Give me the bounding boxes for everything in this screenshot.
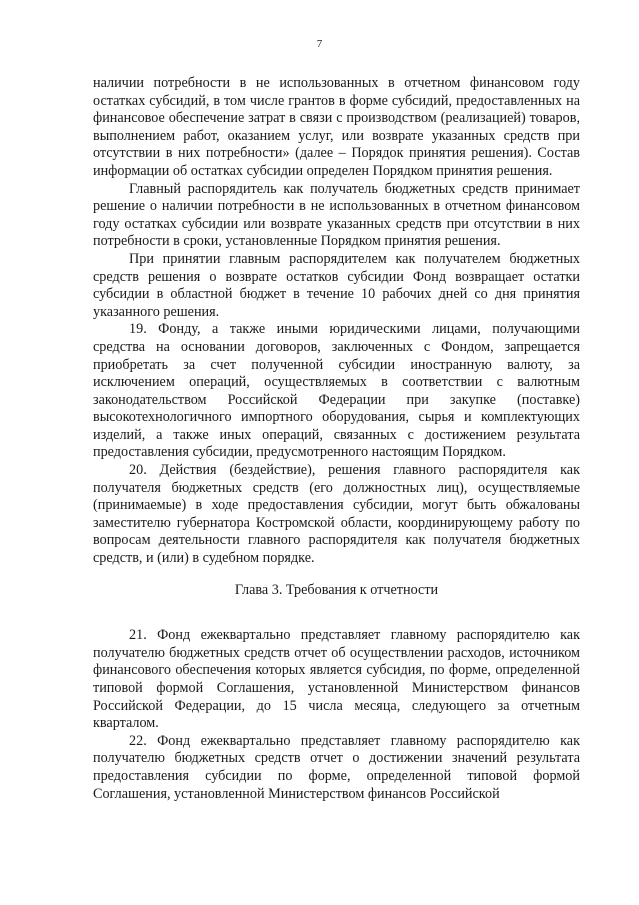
paragraph-item-20: 20. Действия (бездействие), решения главного распорядителя как получателя бюджетных средств (его должностных лиц), осуществляемые (принимаемые) в ходе предоставления субсидии, могут быть обжалованы заместителю губернатора Костромской области, координирующему работу по вопросам деятельности главного распорядителя как получателя бюджетных средств, и (или) в судебном порядке. — [93, 462, 580, 567]
paragraph-item-19: 19. Фонду, а также иными юридическими лицами, получающими средства на основании договоров, заключенных с Фондом, запрещается приобретать за счет полученной субсидии иностранную валюту, за исключением операций, осуществляемых в соответствии с валютным законодательством Российской Федерации при закупке (поставке) высокотехнологичного импортного оборудования, сырья и комплектующих изделий, а также иных операций, связанных с достижением результата предоставления субсидии, предусмотренного настоящим Порядком. — [93, 321, 580, 461]
paragraph-continuation: наличии потребности в не использованных в отчетном финансовом году остатках субсидий, в том числе грантов в форме субсидий, предоставленных на финансовое обеспечение затрат в связи с производством (реализацией) товаров, выполнением работ, оказанием услуг, или возврате указанных средств при отсутствии в них потребности» (далее – Порядок принятия решения). Состав информации об остатках субсидии определен Порядком принятия решения. — [93, 75, 580, 179]
document-body — [93, 75, 580, 803]
paragraph-return-of-remainders: При принятии главным распорядителем как получателем бюджетных средств решения о возврате остатков субсидии Фонд возвращает остатки субсидии в областной бюджет в течение 10 рабочих дней со дня принятия указанного решения. — [93, 250, 580, 320]
page-number: 7 — [316, 38, 323, 50]
paragraph-item-22: 22. Фонд ежеквартально представляет главному распорядителю как получателю бюджетных средств отчет о достижении значений результата предоставления субсидии по форме, определенной типовой формой Соглашения, установленной Министерством финансов Российской — [93, 732, 580, 802]
paragraph-main-administrator-decision: Главный распорядитель как получатель бюджетных средств принимает решение о наличии потребности в не использованных в отчетном финансовом году остатках субсидии или возврате указанных средств при отсутствии в них потребности в сроки, установленные Порядком принятия решения. — [93, 180, 580, 250]
chapter-heading: Глава 3. Требования к отчетности — [234, 581, 439, 598]
paragraph-item-21: 21. Фонд ежеквартально представляет главному распорядителю как получателю бюджетных средств отчет об осуществлении расходов, источником финансового обеспечения которых является субсидия, по форме, определенной типовой формой Соглашения, установленной Министерством финансов Российской Федерации, до 15 числа месяца, следующего за отчетным кварталом. — [93, 627, 580, 732]
